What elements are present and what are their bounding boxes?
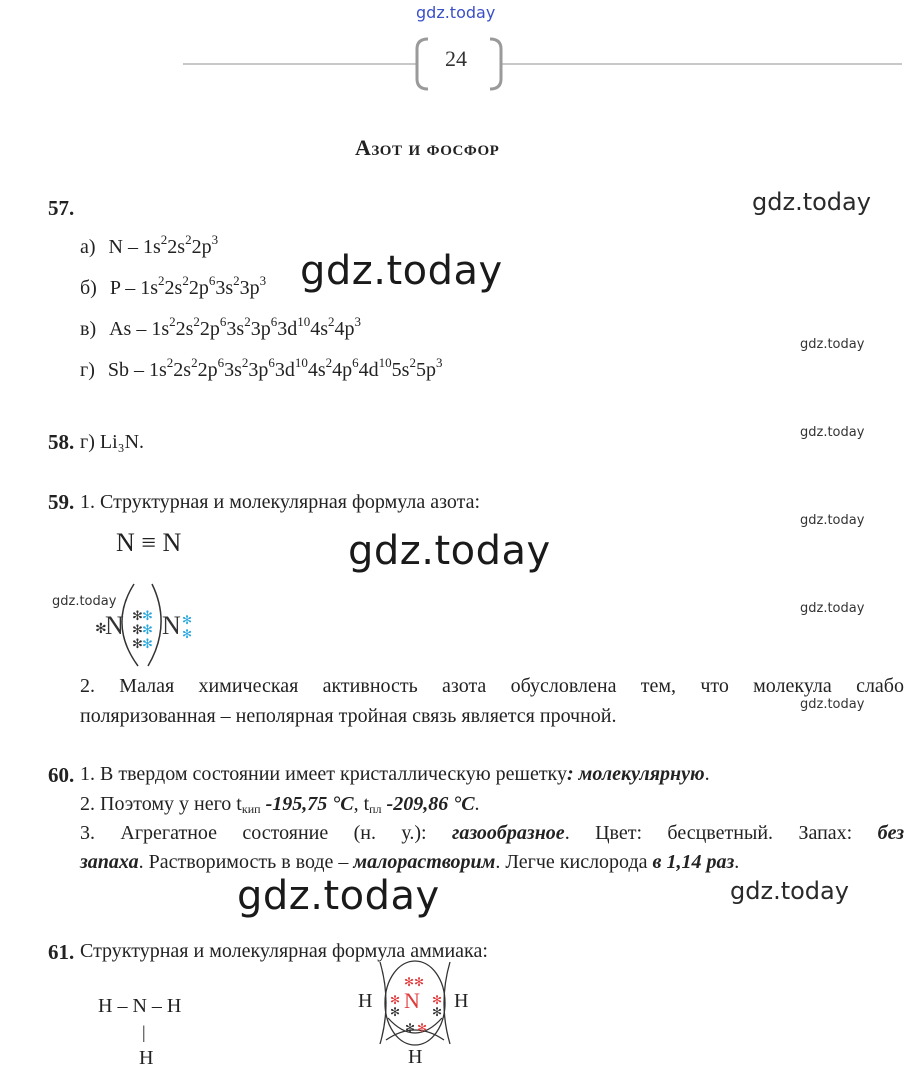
q59-paragraph-1: 1. Структурная и молекулярная формула азота: xyxy=(80,491,481,513)
svg-text:✻: ✻ xyxy=(142,622,153,637)
watermark: gdz.today xyxy=(800,513,865,528)
config-item-d xyxy=(80,355,443,382)
item-letter: а) xyxy=(80,236,96,258)
q59-paragraph-2-line-1: 2. Малая химическая активность азота обусловлена тем, что молекула слабо xyxy=(80,675,904,697)
svg-text:✻: ✻ xyxy=(142,608,153,623)
question-number-61: 61. xyxy=(48,940,75,964)
q61-text: Структурная и молекулярная формула аммиака: xyxy=(80,940,488,962)
watermark: gdz.today xyxy=(800,601,865,616)
ammonia-lewis-h-bottom: H xyxy=(408,1046,423,1068)
watermark: gdz.today xyxy=(800,697,865,712)
watermark: gdz.today xyxy=(300,248,503,294)
question-number-60: 60. xyxy=(48,763,75,787)
svg-text:✻: ✻ xyxy=(390,1005,401,1019)
ammonia-lewis-n: N xyxy=(404,988,420,1013)
ammonia-structural-bottom-h: H xyxy=(139,1047,154,1069)
svg-text:✻: ✻ xyxy=(405,1021,416,1035)
question-number-59: 59. xyxy=(48,490,75,514)
svg-text:✻: ✻ xyxy=(142,636,153,651)
ammonia-structural-bond: | xyxy=(142,1022,146,1042)
q60-line-2: 2. Поэтому у него $t_{кип}$ -195,75 °C, $t_{пл}$ -209,86 °C. xyxy=(80,793,480,816)
svg-text:N: N xyxy=(162,611,181,640)
svg-text:N: N xyxy=(105,611,124,640)
header-rule-left xyxy=(183,63,416,65)
ammonia-lewis-h-left: H xyxy=(358,990,373,1012)
watermark: gdz.today xyxy=(800,337,865,352)
item-letter: г) xyxy=(80,359,95,381)
electron-configuration: Sb – $1s^22s^22p^63s^23p^63d^{10}4s^24p^64d^{10}5s^25p^3$ xyxy=(107,355,443,381)
q60-line-4: запаха. Растворимость в воде – малорастворим. Легче кислорода в 1,14 раз. xyxy=(80,851,740,873)
watermark: gdz.today xyxy=(730,877,849,905)
item-letter: в) xyxy=(80,318,97,340)
svg-text:✻: ✻ xyxy=(132,622,143,637)
config-item-a xyxy=(80,232,219,259)
svg-text:✻: ✻ xyxy=(182,613,193,627)
ammonia-lewis-h-right: H xyxy=(454,990,469,1012)
header-watermark: gdz.today xyxy=(416,3,496,22)
item-letter: б) xyxy=(80,277,97,299)
header-rule-right xyxy=(502,63,902,65)
q60-line-1: 1. В твердом состоянии имеет кристаллическую решетку: молекулярную. xyxy=(80,763,710,785)
watermark: gdz.today xyxy=(237,873,440,919)
electron-configuration: As – $1s^22s^22p^63s^23p^63d^{10}4s^24p^3$ xyxy=(109,314,362,340)
question-number-57: 57. xyxy=(48,196,75,220)
nitrogen-structural-formula: N ≡ N xyxy=(116,528,182,557)
page-number: 24 xyxy=(445,46,467,71)
svg-text:✻: ✻ xyxy=(95,622,107,637)
config-item-b xyxy=(80,273,267,300)
section-title: Азот и фосфор xyxy=(355,135,500,160)
svg-text:✻: ✻ xyxy=(432,1005,443,1019)
config-item-c xyxy=(80,314,362,341)
answer-58: г) Li₃N. xyxy=(80,431,145,453)
watermark: gdz.today xyxy=(800,425,865,440)
svg-text:✻: ✻ xyxy=(390,993,401,1007)
q59-paragraph-2-line-2: поляризованная – неполярная тройная связь является прочной. xyxy=(80,705,617,727)
watermark: gdz.today xyxy=(752,188,871,216)
watermark: gdz.today xyxy=(52,594,117,609)
ammonia-structural-row: H – N – H xyxy=(98,995,182,1017)
svg-text:✻: ✻ xyxy=(182,627,193,641)
svg-text:✻: ✻ xyxy=(132,608,143,623)
svg-text:✻: ✻ xyxy=(417,1021,428,1035)
svg-text:✻✻: ✻✻ xyxy=(404,975,425,989)
svg-text:✻: ✻ xyxy=(432,993,443,1007)
question-number-58: 58. xyxy=(48,430,75,454)
watermark: gdz.today xyxy=(348,528,551,574)
electron-configuration: P – $1s^22s^22p^63s^23p^3$ xyxy=(109,273,267,299)
nitrogen-lewis-diagram xyxy=(90,580,210,670)
svg-text:✻: ✻ xyxy=(132,636,143,651)
q60-line-3: 3. Агрегатное состояние (н. у.): газообразное. Цвет: бесцветный. Запах: без xyxy=(80,822,905,844)
electron-configuration: N – $1s^22s^22p^3$ xyxy=(108,232,219,258)
